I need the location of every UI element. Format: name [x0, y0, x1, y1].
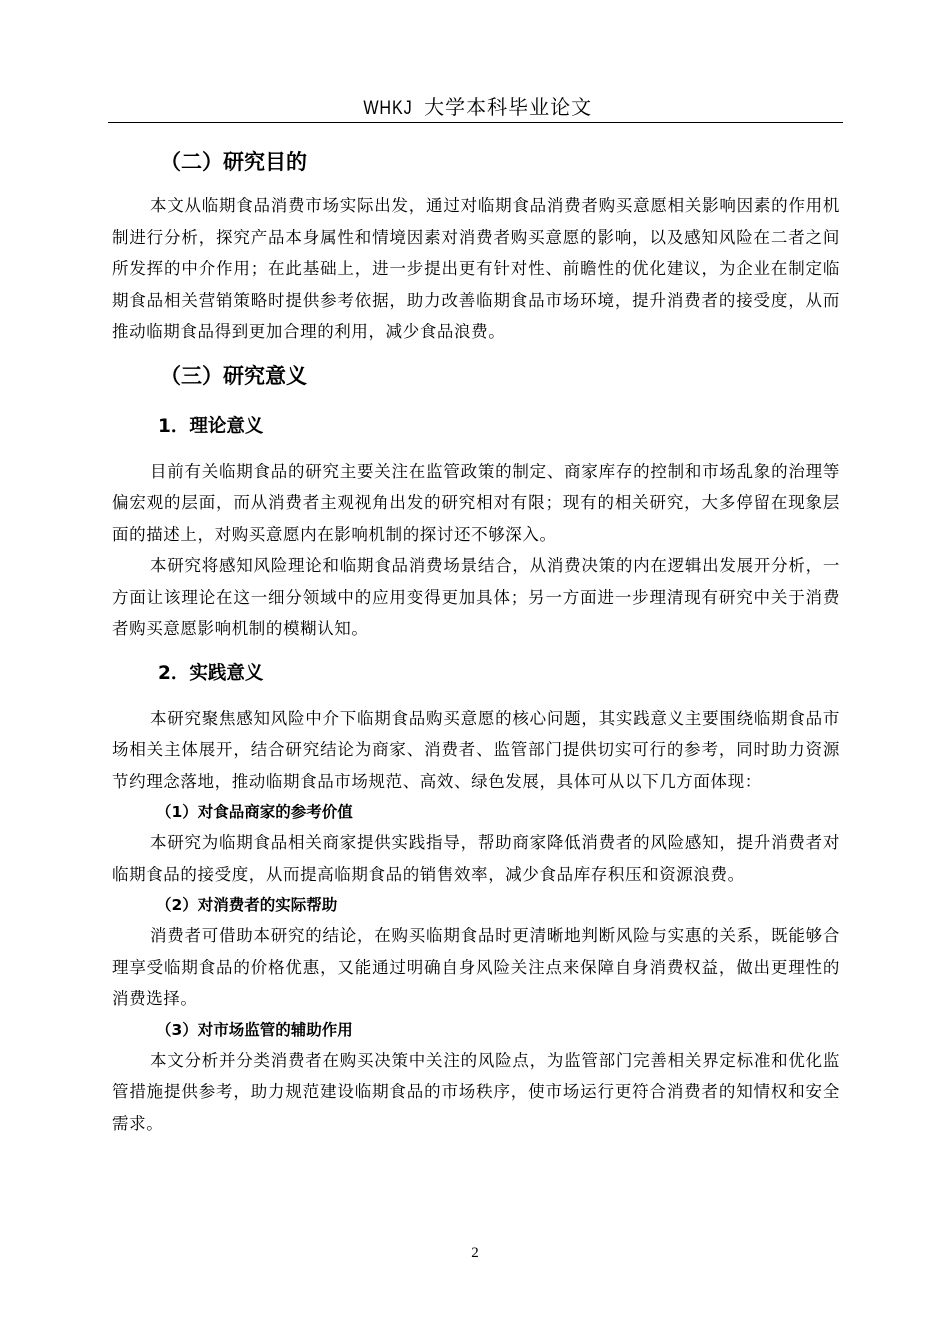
running-header — [108, 92, 843, 122]
header-university-abbr: WHKJ — [363, 98, 413, 119]
item-heading-regulation: （3）对市场监管的辅助作用 — [156, 1020, 353, 1039]
paragraph-consumers: 消费者可借助本研究的结论，在购买临期食品时更清晰地判断风险与实惠的关系，既能够合理享受临期食品的价格优惠，又能通过明确自身风险关注点来保障自身消费权益，做出更理性的消费选择。 — [112, 926, 840, 1008]
item-heading-consumers: （2）对消费者的实际帮助 — [156, 896, 338, 914]
subsection-heading-theory: 1．理论意义 — [158, 415, 264, 437]
paragraph-regulation: 本文分析并分类消费者在购买决策中关注的风险点，为监管部门完善相关界定标准和优化监管措施提供参考，助力规范建设临期食品的市场秩序，使市场运行更符合消费者的知情权和安全需求。 — [112, 1050, 840, 1133]
page-body — [112, 140, 840, 1139]
paragraph-merchants: 本研究为临期食品相关商家提供实践指导，帮助商家降低消费者的风险感知，提升消费者对临期食品的接受度，从而提高临期食品的销售效率，减少食品库存积压和资源浪费。 — [112, 833, 840, 884]
header-rule — [108, 122, 843, 123]
subsection-heading-practice: 2．实践意义 — [158, 662, 264, 684]
section-heading-purpose: （二）研究目的 — [160, 150, 307, 174]
section-heading-significance: （三）研究意义 — [160, 363, 307, 388]
page-number: 2 — [471, 1245, 479, 1261]
paragraph-purpose: 本文从临期食品消费市场实际出发，通过对临期食品消费者购买意愿相关影响因素的作用机制进行分析，探究产品本身属性和情境因素对消费者购买意愿的影响，以及感知风险在二者之间所发挥的中介作用；在此基础上，进一步提出更有针对性、前瞻性的优化建议，为企业在制定临期食品相关营销策略时提供参考依据，助力改善临期食品市场环境，提升消费者的接受度，从而推动临期食品得到更加合理的利用，减少食品浪费。 — [112, 196, 840, 341]
paragraph-theory-1: 目前有关临期食品的研究主要关注在监管政策的制定、商家库存的控制和市场乱象的治理等偏宏观的层面，而从消费者主观视角出发的研究相对有限；现有的相关研究，大多停留在现象层面的描述上，对购买意愿内在影响机制的探讨还不够深入。 — [112, 461, 840, 544]
paragraph-theory-2: 本研究将感知风险理论和临期食品消费场景结合，从消费决策的内在逻辑出发展开分析，一方面让该理论在这一细分领域中的应用变得更加具体；另一方面进一步理清现有研究中关于消费者购买意愿影响机制的模糊认知。 — [112, 556, 840, 638]
header-thesis-title: 大学本科毕业论文 — [424, 95, 593, 119]
paragraph-practice-intro: 本研究聚焦感知风险中介下临期食品购买意愿的核心问题，其实践意义主要围绕临期食品市场相关主体展开，结合研究结论为商家、消费者、监管部门提供切实可行的参考，同时助力资源节约理念落地，推动临期食品市场规范、高效、绿色发展，具体可从以下几方面体现： — [112, 708, 840, 791]
item-heading-merchants: （1）对食品商家的参考价值 — [156, 803, 353, 821]
